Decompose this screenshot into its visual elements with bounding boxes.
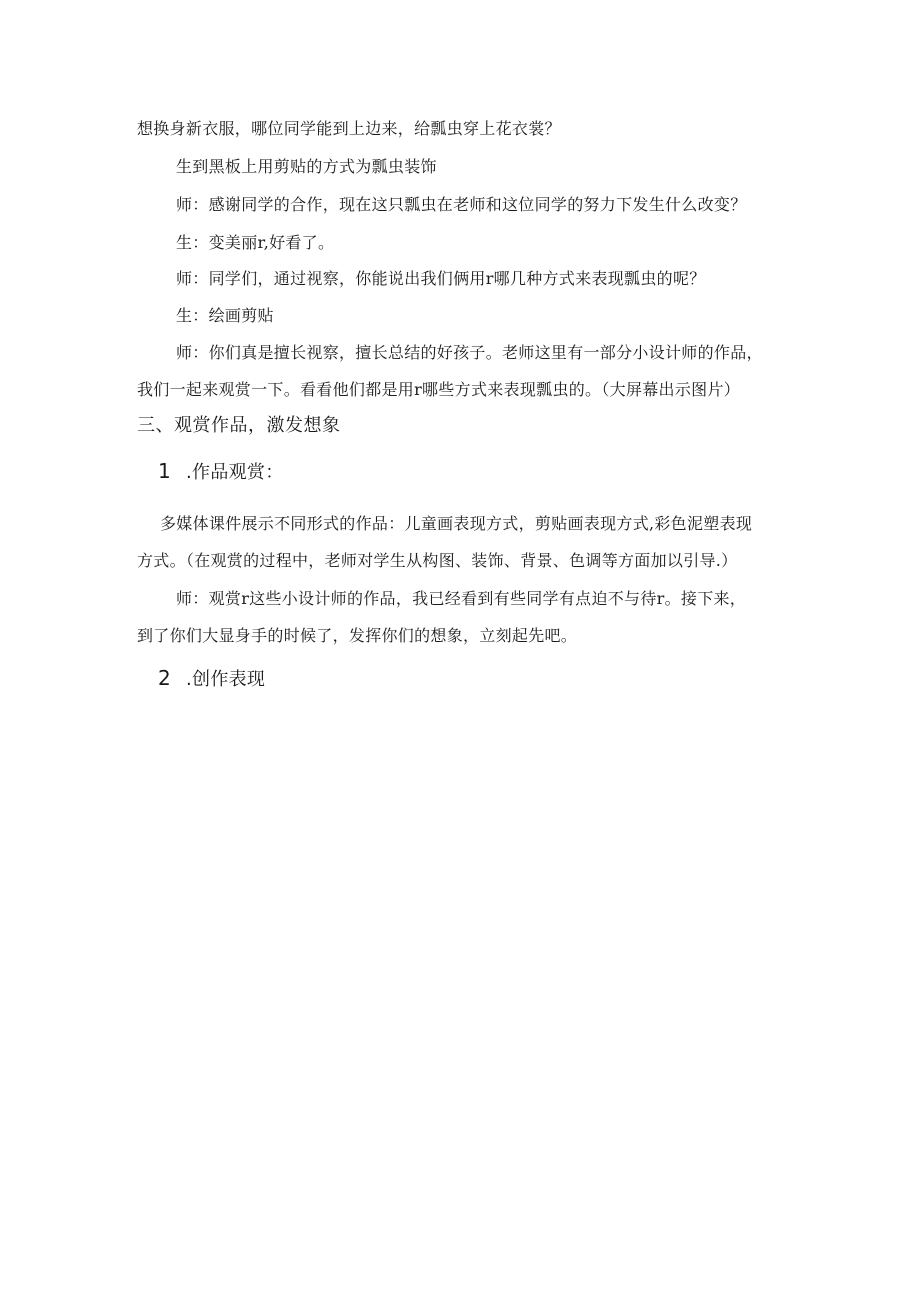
paragraph-line: 多媒体课件展示不同形式的作品：儿童画表现方式，剪贴画表现方式,彩色泥塑表现 [160, 514, 753, 533]
subsection-number: 1 [158, 459, 172, 483]
paragraph-line: 生到黑板上用剪贴的方式为瓢虫装饰 [176, 157, 437, 176]
subsection-heading [158, 667, 265, 691]
subsection-number: 2 [158, 666, 172, 690]
subsection-title: .作品观赏： [186, 462, 284, 483]
paragraph-line: 到了你们大显身手的时候了，发挥你们的想象，立刻起先吧。 [137, 626, 578, 645]
paragraph-line: 师：你们真是擅长视察，擅长总结的好孩子。老师这里有一部分小设计师的作品， [176, 343, 763, 362]
paragraph-line: 方式。（在观赏的过程中，老师对学生从构图、装饰、背景、色调等方面加以引导.） [137, 551, 738, 570]
subsection-heading [158, 460, 284, 484]
paragraph-line: 想换身新衣服，哪位同学能到上边来，给瓢虫穿上花衣裳？ [137, 119, 561, 138]
paragraph-line: 师：感谢同学的合作，现在这只瓢虫在老师和这位同学的努力下发生什么改变？ [176, 195, 747, 214]
section-heading: 三、观赏作品，激发想象 [137, 415, 341, 436]
paragraph-line: 师：观赏r这些小设计师的作品，我已经看到有些同学有点迫不与待r。接下来， [176, 589, 747, 608]
paragraph-line: 生：绘画剪贴 [176, 306, 274, 325]
paragraph-line: 我们一起来观赏一下。看看他们都是用r哪些方式来表现瓢虫的。（大屏幕出示图片） [137, 380, 741, 399]
subsection-title: .创作表现 [186, 669, 266, 690]
paragraph-line: 师：同学们，通过视察，你能说出我们俩用r哪几种方式来表现瓢虫的呢？ [176, 269, 706, 288]
paragraph-line: 生：变美丽r,好看了。 [176, 233, 335, 252]
